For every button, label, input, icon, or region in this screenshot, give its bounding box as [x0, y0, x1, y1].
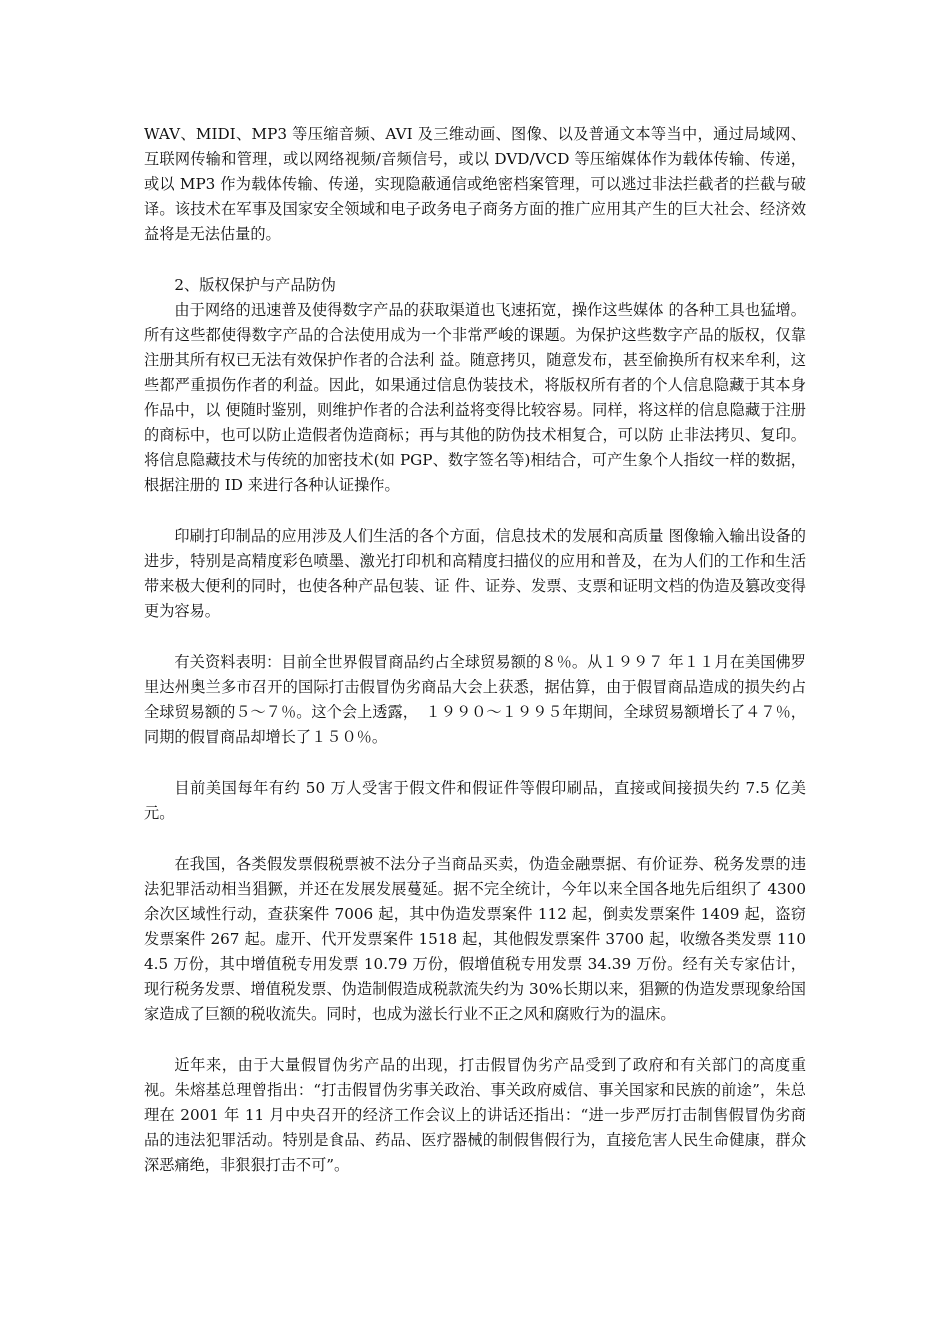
section-heading-copyright: 2、版权保护与产品防伪	[174, 276, 336, 294]
paragraph-china-invoice-fraud: 在我国，各类假发票假税票被不法分子当商品买卖，伪造金融票据、有价证券、税务发票的违法犯罪活动相当猖獗，并还在发展发展蔓延。据不完全统计，今年以来全国各地先后组织了 4300 余次区域性行动，查获案件 7006 起，其中伪造发票案件 112 起，倒卖发票案件 1409 起，盗窃发票案件 267 起。虚开、代开发票案件 1518 起，其他假发票案件 3700 起，收缴各类发票 1104.5 万份，其中增值税专用发票 10.79 万份，假增值税专用发票 34.39 万份。经有关专家估计，现行税务发票、增值税发票、伪造制假造成税款流失约为 30%长期以来，猖獗的伪造发票现象给国家造成了巨额的税收流失。同时，也成为滋长行业不正之风和腐败行为的温床。	[144, 855, 806, 1023]
paragraph-counterfeit-statistics: 有关资料表明：目前全世界假冒商品约占全球贸易额的８％。从１９９７ 年１１月在美国佛罗里达州奥兰多市召开的国际打击假冒伪劣商品大会上获悉，据估算，由于假冒商品造成的损失约占全球贸易额的５～７％。这个会上透露， １９９０～１９９５年期间，全球贸易额增长了４７％，同期的假冒商品却增长了１５０％。	[144, 653, 806, 746]
paragraph-copyright-protection: 由于网络的迅速普及使得数字产品的获取渠道也飞速拓宽，操作这些媒体 的各种工具也猛增。所有这些都使得数字产品的合法使用成为一个非常严峻的课题。为保护这些数字产品的版权，仅靠注册其所有权已无法有效保护作者的合法利 益。随意拷贝，随意发布，甚至偷换所有权来牟利，这些都严重损伤作者的利益。因此，如果通过信息伪装技术，将版权所有者的个人信息隐藏于其本身作品中，以 便随时鉴别，则维护作者的合法利益将变得比较容易。同样，将这样的信息隐藏于注册的商标中，也可以防止造假者伪造商标；再与其他的防伪技术相复合，可以防 止非法拷贝、复印。将信息隐藏技术与传统的加密技术(如 PGP、数字签名等)相结合，可产生象个人指纹一样的数据，根据注册的 ID 来进行各种认证操作。	[144, 301, 806, 494]
paragraph-government-crackdown: 近年来，由于大量假冒伪劣产品的出现，打击假冒伪劣产品受到了政府和有关部门的高度重视。朱熔基总理曾指出：“打击假冒伪劣事关政治、事关政府威信、事关国家和民族的前途”，朱总理在 2001 年 11 月中央召开的经济工作会议上的讲话还指出：“进一步严厉打击制售假冒伪劣商品的违法犯罪活动。特别是食品、药品、医疗器械的制假售假行为，直接危害人民生命健康，群众深恶痛绝，非狠狠打击不可”。	[144, 1056, 806, 1174]
paragraph-print-forgery: 印刷打印制品的应用涉及人们生活的各个方面，信息技术的发展和高质量 图像输入输出设备的进步，特别是高精度彩色喷墨、激光打印机和高精度扫描仪的应用和普及，在为人们的工作和生活带来极大便利的同时，也使各种产品包装、证 件、证券、发票、支票和证明文档的伪造及篡改变得更为容易。	[144, 527, 806, 620]
paragraph-steganography-media: WAV、MIDI、MP3 等压缩音频、AVI 及三维动画、图像、以及普通文本等当中，通过局域网、互联网传输和管理，或以网络视频/音频信号，或以 DVD/VCD 等压缩媒体作为载体传输、传递，或以 MP3 作为载体传输、传递，实现隐蔽通信或绝密档案管理，可以逃过非法拦截者的拦截与破译。该技术在军事及国家安全领域和电子政务电子商务方面的推广应用其产生的巨大社会、经济效益将是无法估量的。	[144, 125, 806, 243]
paragraph-us-losses: 目前美国每年有约 50 万人受害于假文件和假证件等假印刷品，直接或间接损失约 7.5 亿美元。	[144, 779, 806, 822]
document-page	[144, 122, 806, 1178]
